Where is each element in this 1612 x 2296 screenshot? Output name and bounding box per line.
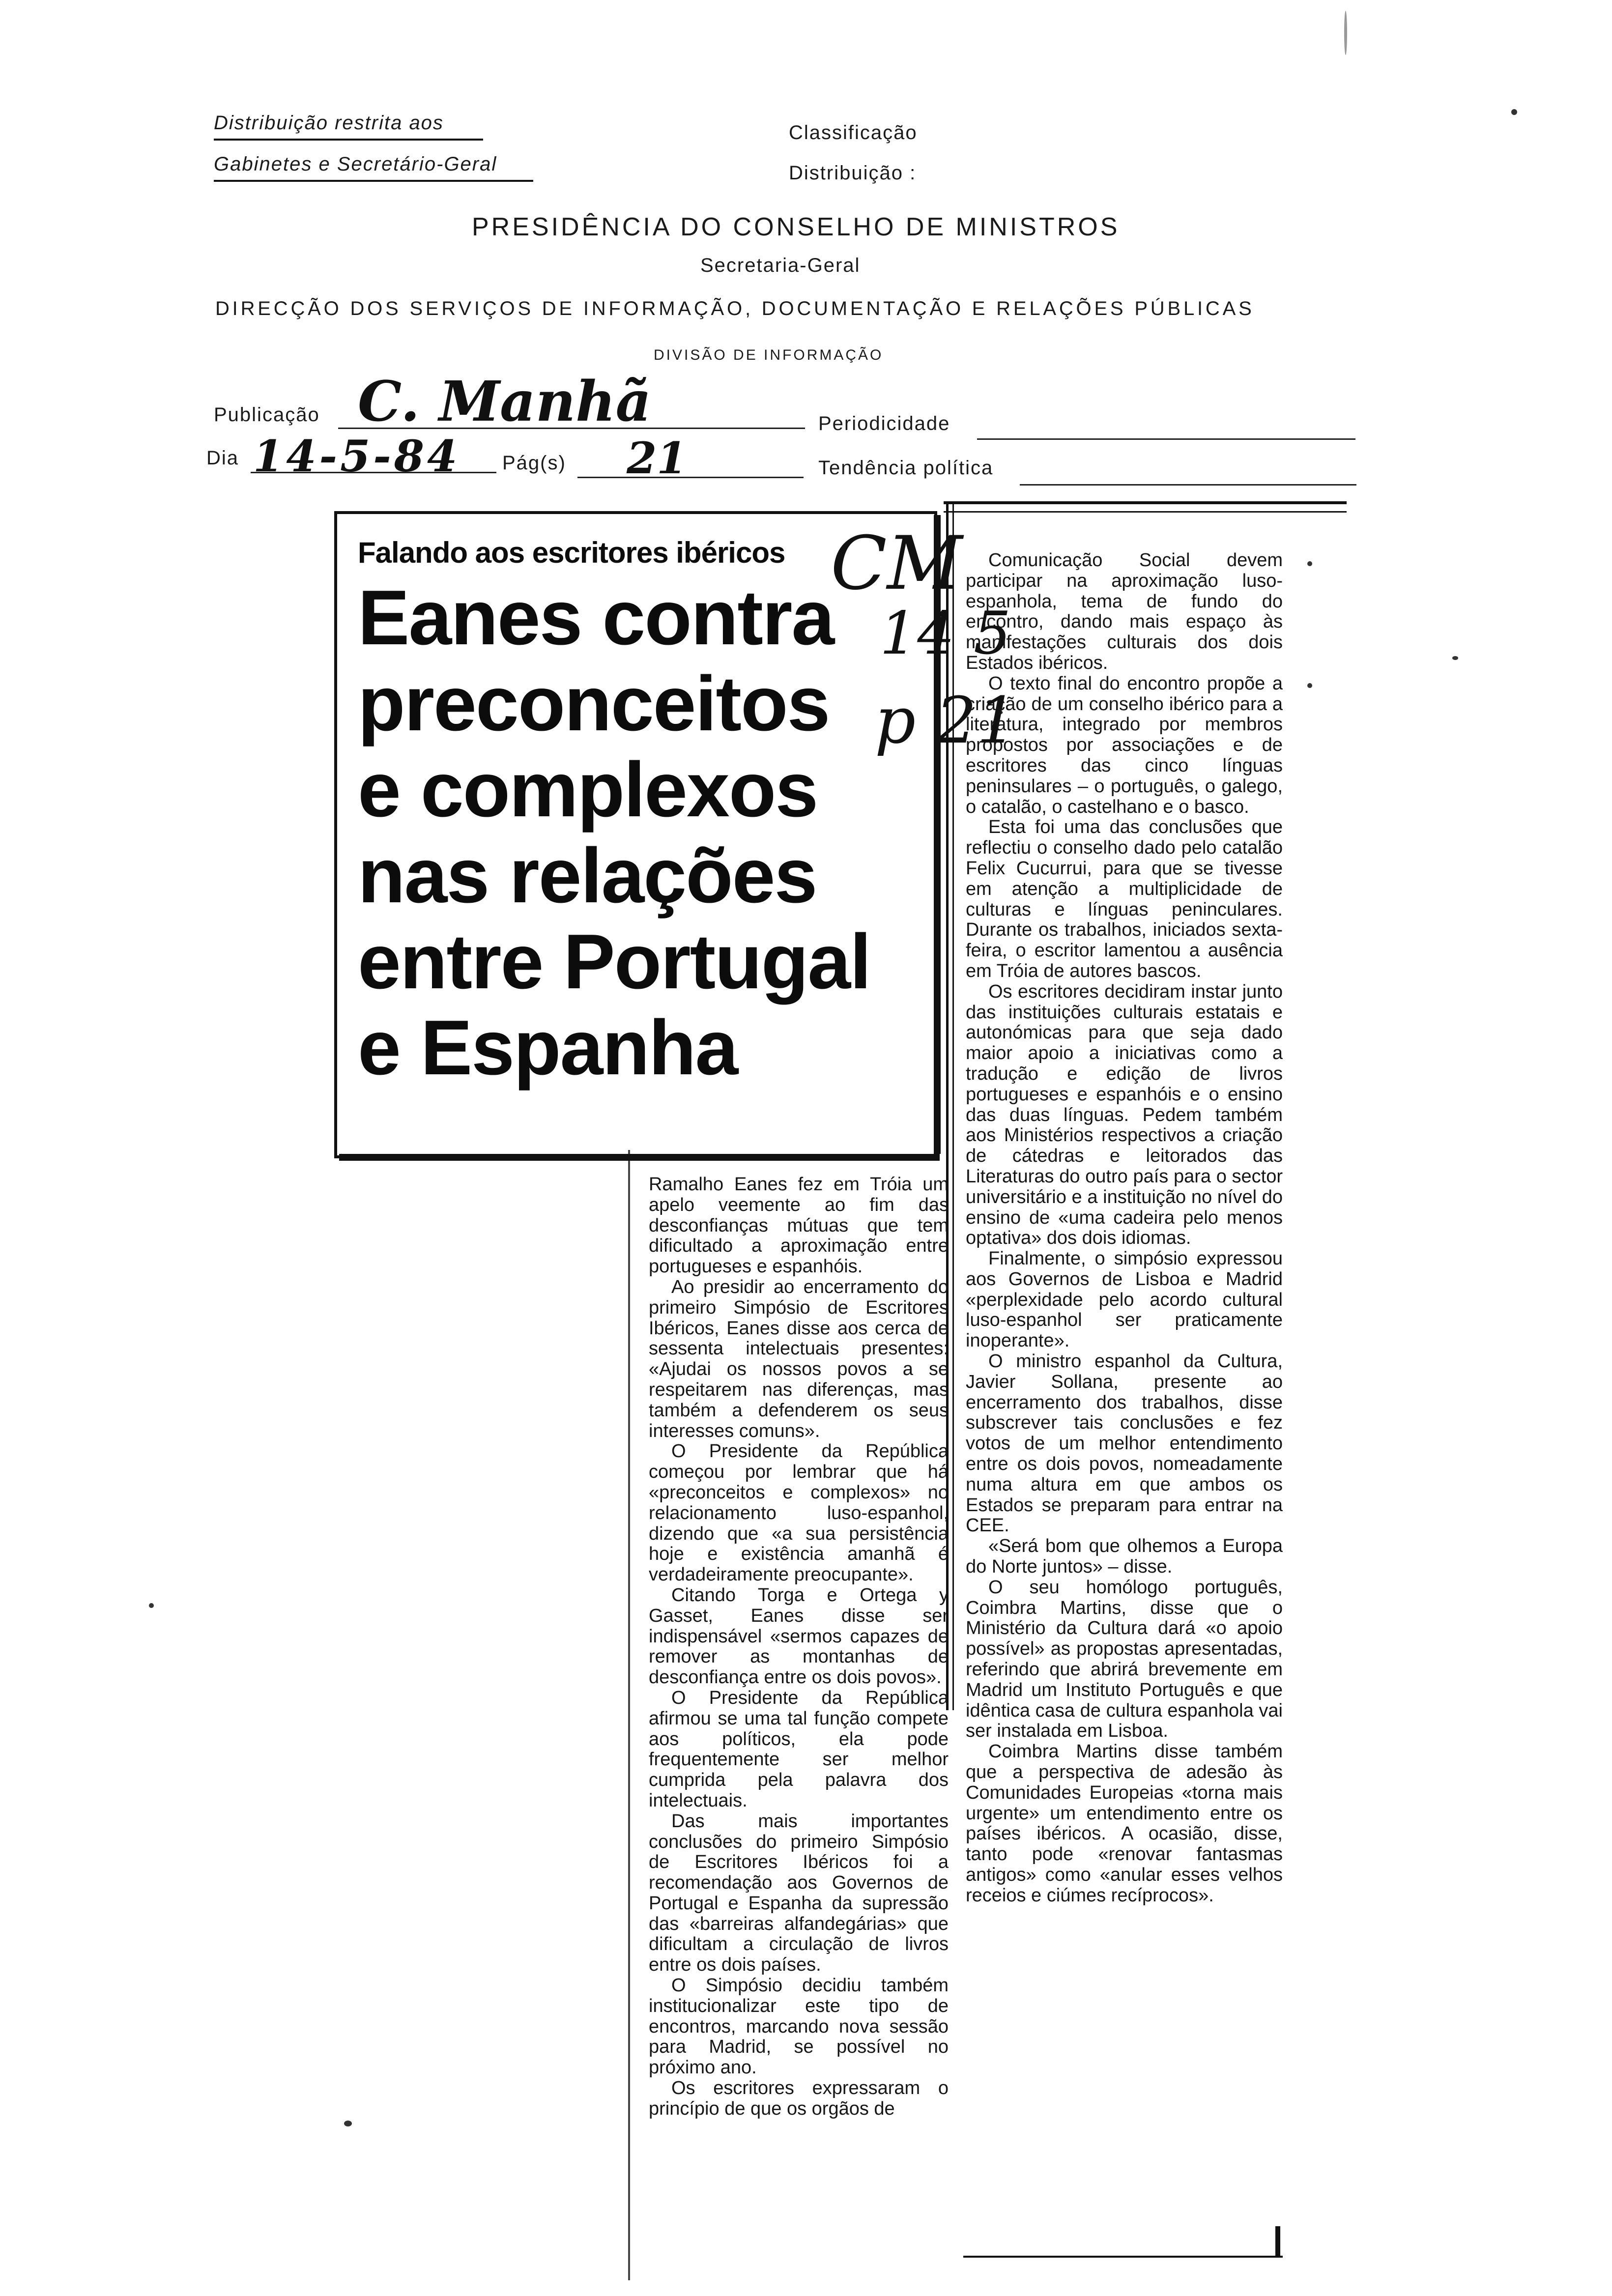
- article-left-column: [649, 1175, 949, 2120]
- handwritten-mark: CM: [831, 521, 963, 606]
- political-tendency-label: Tendência política: [818, 457, 994, 479]
- paragraph: Coimbra Martins disse também que a perspectiva de adesão às Comunidades Europeias «torna mais urgente» um entendimento entre os países ibéricos. A ocasião, disse, tanto pode «renovar fantasmas antigos» como «anular esses velhos receios e ciúmes recíprocos».: [966, 1741, 1283, 1906]
- pages-label: Pág(s): [502, 452, 566, 474]
- paragraph: O Presidente da República afirmou se uma tal função compete aos políticos, ela pode frequentemente ser melhor cumprida pela palavra dos intelectuais.: [649, 1687, 949, 1811]
- column-end-mark: [1275, 2226, 1280, 2256]
- headline-line: Eanes contra: [358, 574, 834, 661]
- paragraph: O ministro espanhol da Cultura, Javier Sollana, presente ao encerramento dos trabalhos, disse subscrever tais conclusões e fez votos de um melhor entendimento entre os dois povos, nomeadamente numa altura em que ambos os Estados se preparam para entrar na CEE.: [966, 1351, 1283, 1536]
- handwritten-mark: p 21: [875, 683, 1017, 758]
- division-title: DIVISÃO DE INFORMAÇÃO: [654, 347, 884, 363]
- scan-speck: [1452, 656, 1458, 660]
- paragraph: Citando Torga e Ortega y Gasset, Eanes disse ser indispensável «sermos capazes de remover as montanhas de desconfiança entre os dois povos».: [649, 1584, 949, 1688]
- clipping-top-rule: [944, 511, 1347, 513]
- scan-speck: [1344, 11, 1347, 55]
- headline-line: preconceitos: [358, 660, 830, 747]
- headline-line: e Espanha: [358, 1004, 738, 1091]
- handwritten-mark: 14 5: [880, 600, 1011, 668]
- day-value: 14-5-84: [253, 430, 461, 482]
- publication-label: Publicação: [214, 404, 320, 426]
- political-tendency-field-line: [1020, 484, 1356, 486]
- paragraph: Ramalho Eanes fez em Tróia um apelo veemente ao fim das desconfianças mútuas que tem dificultado a aproximação entre portugueses e espanhóis.: [649, 1174, 949, 1277]
- scan-speck: [1307, 683, 1312, 688]
- paragraph: «Será bom que olhemos a Europa do Norte juntos» – disse.: [966, 1536, 1283, 1578]
- periodicity-field-line: [977, 438, 1355, 440]
- distribution-note-line1: Distribuição restrita aos: [214, 112, 444, 134]
- paragraph: Finalmente, o simpósio expressou aos Governos de Lisboa e Madrid «perplexidade pelo acordo cultural luso-espanhol ser praticamente inoperante».: [966, 1248, 1283, 1351]
- periodicity-label: Periodicidade: [818, 413, 950, 434]
- paragraph: Os escritores expressaram o princípio de que os orgãos de: [649, 2078, 949, 2119]
- day-label: Dia: [206, 447, 239, 469]
- paragraph: Comunicação Social devem participar na aproximação luso-espanhola, tema de fundo do encontro, dando mais espaço às manifestações culturais dos dois Estados ibéricos.: [966, 550, 1283, 673]
- pages-field-line: [577, 477, 804, 478]
- paragraph: O Presidente da República começou por lembrar que há «preconceitos e complexos» no relacionamento luso-espanhol, dizendo que «a sua persistência hoje e existência amanhã é verdadeiramente preocupante».: [649, 1441, 949, 1585]
- publication-value: C. Manhã: [358, 370, 652, 434]
- scan-speck: [344, 2121, 352, 2126]
- article-kicker: Falando aos escritores ibéricos: [358, 536, 785, 569]
- paragraph: O texto final do encontro propõe a criação de um conselho ibérico para a literatura, integrado por membros propostos por associações e de escritores das cinco línguas peninsulares – o português, o galego, o catalão, o castelhano e o basco.: [966, 673, 1283, 817]
- directorate-title: DIRECÇÃO DOS SERVIÇOS DE INFORMAÇÃO, DOCUMENTAÇÃO E RELAÇÕES PÚBLICAS: [215, 298, 1255, 319]
- headline-line: nas relações: [358, 832, 817, 919]
- distribution-label: Distribuição :: [789, 162, 917, 184]
- column-bottom-rule: [963, 2256, 1283, 2258]
- paragraph: O Simpósio decidiu também institucionalizar este tipo de encontros, marcando nova sessão para Madrid, se possível no próximo ano.: [649, 1975, 949, 2078]
- paragraph: Ao presidir ao encerramento do primeiro Simpósio de Escritores Ibéricos, Eanes disse aos cerca de sessenta intelectuais presentes: «Ajudai os nossos povos a se respeitarem nas diferenças, mas também a defenderem os seus interesses comuns».: [649, 1276, 949, 1441]
- scan-speck: [149, 1603, 154, 1608]
- paragraph: Esta foi uma das conclusões que reflectiu o conselho dado pelo catalão Felix Cucurrui, para que se tivesse em atenção a multiplicidade de culturas e línguas peninculares. Durante os trabalhos, iniciados sexta-feira, o escritor lamentou a ausência em Tróia de autores bascos.: [966, 817, 1283, 981]
- headline-box-shadow: [339, 1154, 940, 1161]
- organization-title: PRESIDÊNCIA DO CONSELHO DE MINISTROS: [472, 213, 1120, 241]
- paragraph: Os escritores decidiram instar junto das instituições culturais estatais e autonómicas para que seja dado maior apoio a iniciativas como a tradução e edição de livros portugueses e espanhóis e o ensino das duas línguas. Pedem também aos Ministérios respectivos a criação de cátedras e leitorados das Literaturas do outro país para o sector universitário e a instituição no nível do ensino de «uma cadeira pelo menos optativa» dos dois idiomas.: [966, 981, 1283, 1249]
- clipping-top-rule: [944, 501, 1347, 504]
- column-divider: [952, 501, 954, 1710]
- distribution-note-underline: [214, 180, 533, 182]
- distribution-note-underline: [214, 139, 483, 141]
- distribution-note-line2: Gabinetes e Secretário-Geral: [214, 153, 497, 175]
- paragraph: Das mais importantes conclusões do primeiro Simpósio de Escritores Ibéricos foi a recomendação aos Governos de Portugal e Espanha da supressão das «barreiras alfandegárias» que dificultam a circulação de livros entre os dois países.: [649, 1810, 949, 1976]
- pages-value: 21: [627, 432, 687, 484]
- paragraph: O seu homólogo português, Coimbra Martins, disse que o Ministério da Cultura dará «o apoio possível» as propostas apresentadas, referindo que abrirá brevemente em Madrid um Instituto Português e que idêntica casa de cultura espanhola vai ser instalada em Lisboa.: [966, 1577, 1283, 1742]
- left-column-rule: [628, 1150, 630, 2280]
- scan-speck: [1307, 561, 1312, 566]
- department-title: Secretaria-Geral: [700, 255, 861, 276]
- classification-label: Classificação: [789, 122, 918, 144]
- article-headline: [358, 575, 870, 1091]
- headline-line: e complexos: [358, 746, 818, 833]
- scan-speck: [1511, 109, 1517, 115]
- article-right-column: [966, 550, 1283, 1906]
- headline-line: entre Portugal: [358, 918, 871, 1005]
